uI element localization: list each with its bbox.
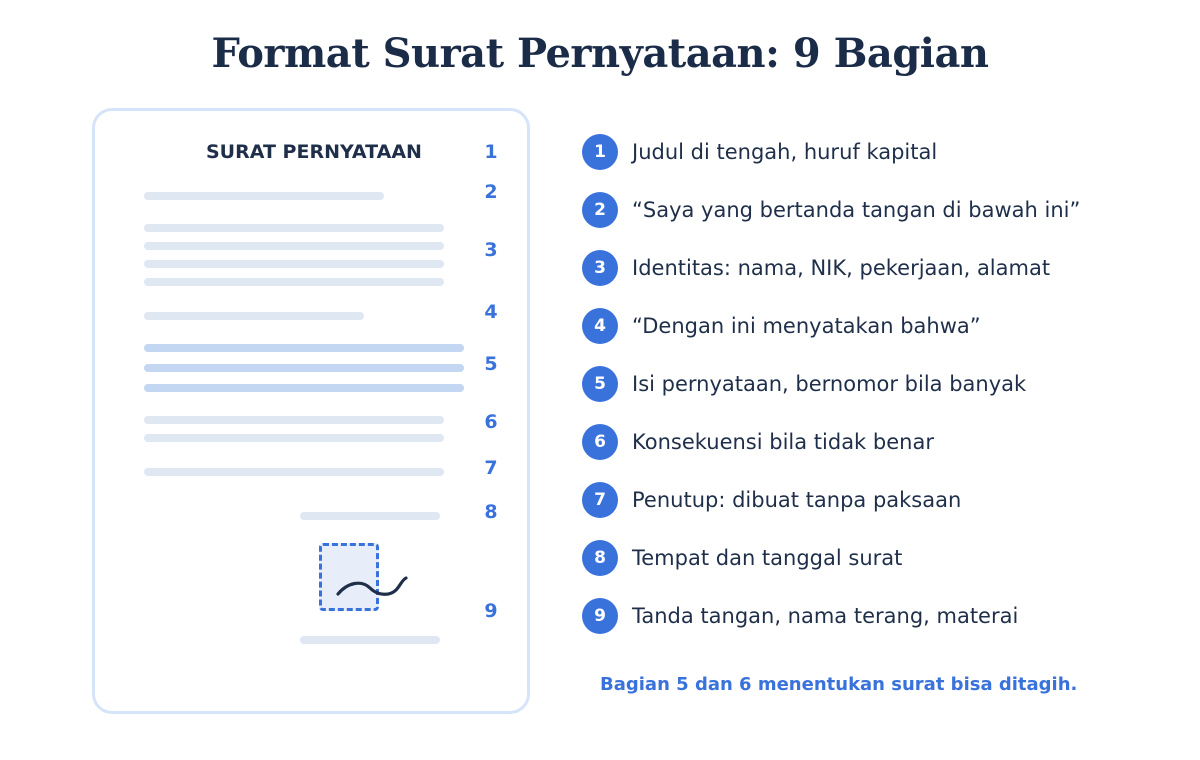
placeholder-line-highlighted bbox=[144, 384, 464, 392]
step-number-badge: 4 bbox=[582, 308, 618, 344]
step-text: Konsekuensi bila tidak benar bbox=[632, 430, 934, 454]
section-number: 2 bbox=[484, 181, 498, 203]
placeholder-line bbox=[300, 512, 440, 520]
placeholder-line-highlighted bbox=[144, 344, 464, 352]
step-number-badge: 2 bbox=[582, 192, 618, 228]
placeholder-line bbox=[144, 278, 444, 286]
section-number: 3 bbox=[484, 239, 498, 261]
step-number-badge: 1 bbox=[582, 134, 618, 170]
section-number: 4 bbox=[484, 301, 498, 323]
section-number: 8 bbox=[484, 501, 498, 523]
placeholder-line-highlighted bbox=[144, 364, 464, 372]
step-item bbox=[582, 366, 1026, 402]
signature-icon bbox=[330, 566, 420, 606]
page-title: Format Surat Pernyataan: 9 Bagian bbox=[211, 30, 989, 77]
footnote: Bagian 5 dan 6 menentukan surat bisa ditagih. bbox=[600, 674, 1078, 695]
document-heading: SURAT PERNYATAAN bbox=[206, 141, 422, 163]
step-item bbox=[582, 482, 961, 518]
step-item bbox=[582, 540, 902, 576]
placeholder-line bbox=[144, 224, 444, 232]
placeholder-line bbox=[144, 312, 364, 320]
section-number: 1 bbox=[484, 141, 498, 163]
placeholder-line bbox=[144, 468, 444, 476]
step-text: Tempat dan tanggal surat bbox=[632, 546, 903, 570]
section-number: 6 bbox=[484, 411, 498, 433]
section-number: 9 bbox=[484, 600, 498, 622]
step-number-badge: 9 bbox=[582, 598, 618, 634]
step-number-badge: 8 bbox=[582, 540, 618, 576]
step-number-badge: 7 bbox=[582, 482, 618, 518]
placeholder-line bbox=[144, 260, 444, 268]
step-text: Tanda tangan, nama terang, materai bbox=[632, 604, 1019, 628]
step-number-badge: 6 bbox=[582, 424, 618, 460]
step-item bbox=[582, 598, 1018, 634]
step-text: Isi pernyataan, bernomor bila banyak bbox=[632, 372, 1027, 396]
placeholder-line bbox=[144, 434, 444, 442]
step-number-badge: 3 bbox=[582, 250, 618, 286]
section-number: 7 bbox=[484, 457, 498, 479]
step-item bbox=[582, 134, 937, 170]
placeholder-line bbox=[144, 242, 444, 250]
placeholder-line bbox=[144, 192, 384, 200]
step-item bbox=[582, 308, 981, 344]
step-item bbox=[582, 250, 1050, 286]
placeholder-line bbox=[144, 416, 444, 424]
step-text: Penutup: dibuat tanpa paksaan bbox=[632, 488, 962, 512]
step-text: Identitas: nama, NIK, pekerjaan, alamat bbox=[632, 256, 1051, 280]
step-item bbox=[582, 424, 934, 460]
step-text: Judul di tengah, huruf kapital bbox=[632, 140, 938, 164]
section-number: 5 bbox=[484, 353, 498, 375]
step-item bbox=[582, 192, 1080, 228]
step-text: “Dengan ini menyatakan bahwa” bbox=[632, 314, 981, 338]
placeholder-line bbox=[300, 636, 440, 644]
step-text: “Saya yang bertanda tangan di bawah ini” bbox=[632, 198, 1081, 222]
step-number-badge: 5 bbox=[582, 366, 618, 402]
